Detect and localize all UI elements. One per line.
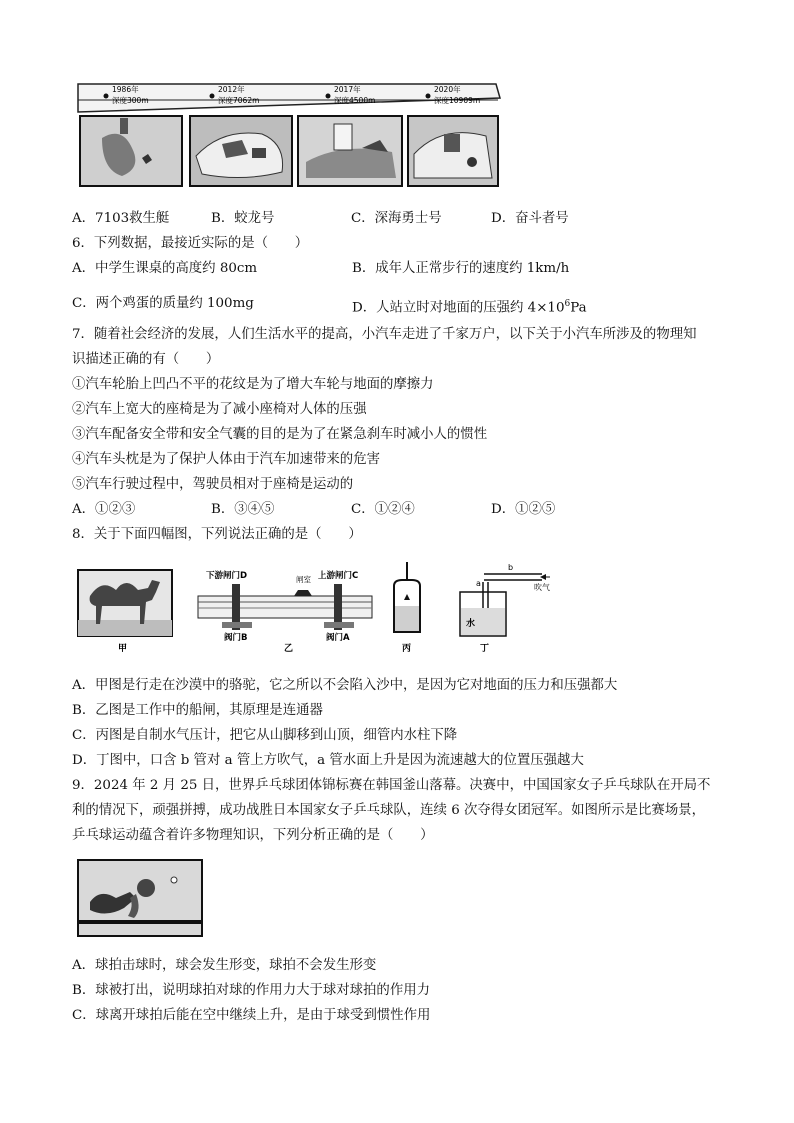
label-tube-a: a: [476, 579, 481, 588]
timeline-dot-4: [426, 94, 431, 99]
q8-figures-svg: [72, 556, 562, 656]
label-gate-d: 下游闸门D: [206, 571, 248, 581]
q7-item-5: ⑤汽车行驶过程中，驾驶员相对于座椅是运动的: [72, 477, 354, 492]
q9-option-b[interactable]: B．球被打出，说明球拍对球的作用力大于球对球拍的作用力: [72, 983, 430, 998]
q7-stem-line2: 识描述正确的有（ ）: [72, 352, 220, 367]
q9-stem-line1: 9．2024 年 2 月 25 日，世界乒乓球团体锦标赛在韩国釜山落幕。决赛中，中国国家女子乒乓球队在开局不: [72, 778, 711, 793]
q5-figure: [72, 78, 504, 188]
q5-option-c[interactable]: C．深海勇士号: [351, 211, 442, 226]
submersible-photo-4: [408, 116, 498, 186]
q6-option-a[interactable]: A．中学生课桌的高度约 80cm: [72, 261, 258, 276]
timeline-depth-3: 深度4500m: [334, 96, 376, 105]
q7-option-a[interactable]: A．①②③: [72, 502, 136, 517]
q7-item-2: ②汽车上宽大的座椅是为了减小座椅对人体的压强: [72, 402, 367, 417]
submersible-photo-3: [298, 116, 402, 186]
q6-option-b[interactable]: B．成年人正常步行的速度约 1km/h: [352, 261, 570, 276]
timeline-depth-4: 深度10909m: [434, 96, 481, 105]
q6-stem: 6．下列数据，最接近实际的是（ ）: [72, 236, 309, 251]
q8-option-a[interactable]: A．甲图是行走在沙漠中的骆驼，它之所以不会陷入沙中，是因为它对地面的压力和压强都大: [72, 678, 618, 693]
label-jia: 甲: [118, 644, 128, 654]
timeline-figure-svg: [72, 78, 504, 188]
label-gate-c: 上游闸门C: [318, 571, 359, 581]
ship-lock-figure: [198, 584, 372, 630]
q8-option-c[interactable]: C．丙图是自制水气压计，把它从山脚移到山顶，细管内水柱下降: [72, 728, 458, 743]
q6-option-d-exponent: 6: [564, 299, 571, 309]
q8-option-d[interactable]: D．丁图中，口含 b 管对 a 管上方吹气，a 管水面上升是因为流速越大的位置压强越大: [72, 753, 584, 768]
label-water: 水: [466, 619, 476, 629]
timeline-depth-1: 深度300m: [112, 96, 149, 105]
q7-option-d[interactable]: D．①②⑤: [491, 502, 556, 517]
q8-figures: [72, 556, 562, 656]
timeline-year-3: 2017年: [334, 85, 361, 94]
timeline-dot-1: [104, 94, 109, 99]
q7-item-3: ③汽车配备安全带和安全气囊的目的是为了在紧急刹车时减小人的惯性: [72, 427, 488, 442]
q7-option-b[interactable]: B．③④⑤: [211, 502, 275, 517]
q8-option-b[interactable]: B．乙图是工作中的船闸，其原理是连通器: [72, 703, 323, 718]
q5-option-a[interactable]: A．7103救生艇: [72, 211, 170, 226]
label-valve-b: 阀门B: [224, 633, 248, 643]
q6-option-c[interactable]: C．两个鸡蛋的质量约 100mg: [72, 296, 254, 311]
label-bing: 丙: [402, 644, 412, 654]
q6-option-d-unit: Pa: [570, 300, 587, 316]
q7-item-1: ①汽车轮胎上凹凸不平的花纹是为了增大车轮与地面的摩擦力: [72, 377, 434, 392]
timeline-dot-2: [210, 94, 215, 99]
timeline-year-4: 2020年: [434, 85, 461, 94]
q6-option-d[interactable]: [352, 295, 587, 317]
label-blow: 吹气: [534, 583, 550, 592]
label-tube-b: b: [508, 563, 514, 572]
q7-stem-line1: 7．随着社会经济的发展，人们生活水平的提高，小汽车走进了千家万户，以下关于小汽车所涉及的物理知: [72, 327, 697, 342]
camel-figure: [78, 570, 172, 636]
table-tennis-photo-svg: [76, 858, 204, 938]
q9-stem-line3: 乒乓球运动蕴含着许多物理知识，下列分析正确的是（ ）: [72, 828, 434, 843]
timeline-depth-2: 深度7062m: [218, 96, 260, 105]
submersible-photo-1: [80, 116, 182, 186]
timeline-year-2: 2012年: [218, 85, 245, 94]
label-ding: 丁: [480, 644, 490, 654]
q9-option-a[interactable]: A．球拍击球时，球会发生形变，球拍不会发生形变: [72, 958, 377, 973]
timeline-dot-3: [326, 94, 331, 99]
q5-option-b[interactable]: B．蛟龙号: [211, 211, 275, 226]
table-tennis-photo: [76, 858, 204, 938]
label-valve-a: 阀门A: [326, 633, 350, 643]
submersible-photo-2: [190, 116, 292, 186]
label-yi: 乙: [284, 644, 294, 654]
q6-option-d-text: D．人站立时对地面的压强约 4×10: [352, 300, 565, 316]
q9-stem-line2: 利的情况下，顽强拼搏，成功战胜日本国家女子乒乓球队，连续 6 次夺得女团冠军。如图所示是比赛场景，: [72, 803, 705, 818]
label-chamber: 闸室: [296, 575, 311, 584]
q7-item-4: ④汽车头枕是为了保护人体由于汽车加速带来的危害: [72, 452, 380, 467]
barometer-figure: [394, 562, 420, 632]
timeline-year-1: 1986年: [112, 85, 139, 94]
q9-option-c[interactable]: C．球离开球拍后能在空中继续上升，是由于球受到惯性作用: [72, 1008, 431, 1023]
q5-option-d[interactable]: D．奋斗者号: [491, 211, 569, 226]
q7-option-c[interactable]: C．①②④: [351, 502, 415, 517]
q8-stem: 8．关于下面四幅图，下列说法正确的是（ ）: [72, 527, 362, 542]
